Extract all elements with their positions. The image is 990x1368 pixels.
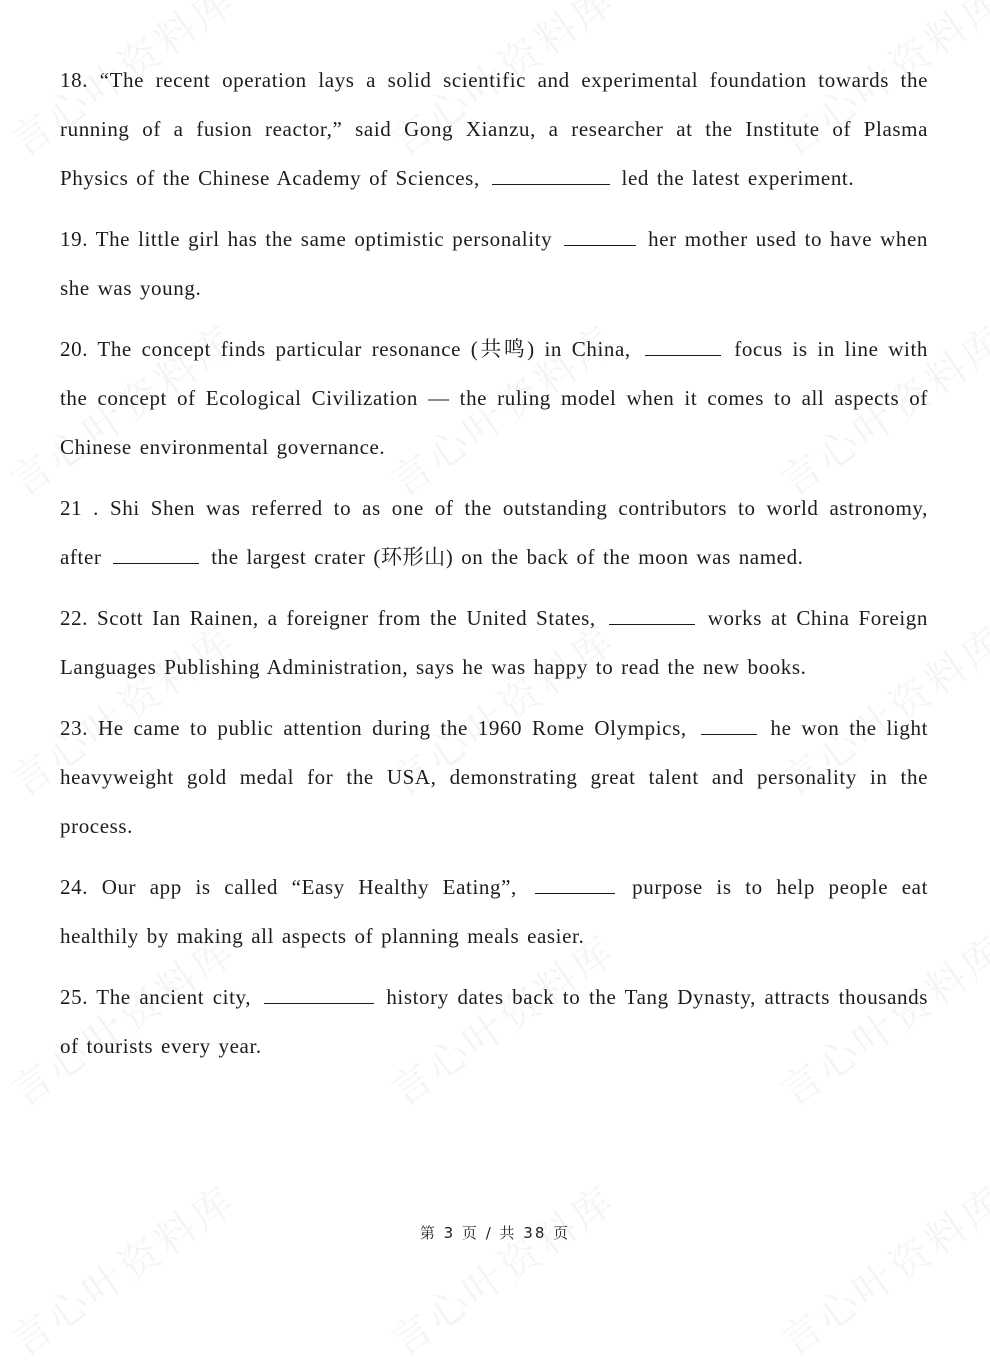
question-number: 24.: [60, 875, 89, 899]
question-21: [60, 484, 928, 582]
answer-blank[interactable]: [645, 337, 721, 356]
answer-blank[interactable]: [609, 606, 695, 625]
watermark: [0, 1169, 246, 1367]
answer-blank[interactable]: [564, 227, 636, 246]
question-23: [60, 704, 928, 851]
question-19: [60, 215, 928, 313]
question-text-after: works at China Foreign Languages Publishing Administration, says he was happy to read the new books.: [60, 606, 928, 679]
question-text-after: the largest crater (环形山) on the back of the moon was named.: [211, 545, 804, 569]
answer-blank[interactable]: [113, 545, 199, 564]
question-text-before: The ancient city,: [96, 985, 252, 1009]
question-text-before: Our app is called “Easy Healthy Eating”,: [101, 875, 517, 899]
question-20: [60, 325, 928, 472]
question-number: 19.: [60, 227, 89, 251]
question-list: [60, 56, 928, 1083]
question-text-before: “The recent operation lays a solid scientific and experimental foundation towards the running of a fusion reactor,” said Gong Xianzu, a researcher at the Institute of Plasma Physics of the Chinese Academy of Sciences,: [60, 68, 929, 190]
question-text-after: her mother used to have when she was young.: [60, 227, 928, 300]
answer-blank[interactable]: [701, 716, 757, 735]
question-text-before: Shi Shen was referred to as one of the outstanding contributors to world astronomy, after: [60, 496, 928, 569]
watermark: [768, 1169, 990, 1367]
question-25: [60, 973, 928, 1071]
question-text-before: The little girl has the same optimistic personality: [95, 227, 553, 251]
question-text-after: focus is in line with the concept of Ecological Civilization — the ruling model when it comes to all aspects of Chinese environmental governance.: [60, 337, 928, 459]
question-number: 18.: [60, 68, 89, 92]
question-18: [60, 56, 928, 203]
question-text-before: Scott Ian Rainen, a foreigner from the United States,: [97, 606, 596, 630]
question-text-after: purpose is to help people eat healthily by making all aspects of planning meals easier.: [60, 875, 929, 948]
question-24: [60, 863, 928, 961]
question-number: 20.: [60, 337, 89, 361]
question-text-before: The concept finds particular resonance (共鸣) in China,: [97, 337, 631, 361]
question-number: 22.: [60, 606, 89, 630]
question-number: 21 .: [60, 496, 99, 520]
question-text-after: he won the light heavyweight gold medal for the USA, demonstrating great talent and personality in the process.: [60, 716, 929, 838]
page-number-label: 第 3 页 / 共 38 页: [419, 1224, 571, 1242]
question-text-before: He came to public attention during the 1960 Rome Olympics,: [97, 716, 687, 740]
page-footer: [0, 1222, 990, 1243]
answer-blank[interactable]: [264, 985, 374, 1004]
question-number: 23.: [60, 716, 89, 740]
question-text-after: led the latest experiment.: [621, 166, 855, 190]
watermark: [378, 1169, 627, 1367]
question-number: 25.: [60, 985, 89, 1009]
question-22: [60, 594, 928, 692]
question-text-after: history dates back to the Tang Dynasty, attracts thousands of tourists every year.: [60, 985, 928, 1058]
answer-blank[interactable]: [535, 875, 615, 894]
answer-blank[interactable]: [492, 166, 610, 185]
